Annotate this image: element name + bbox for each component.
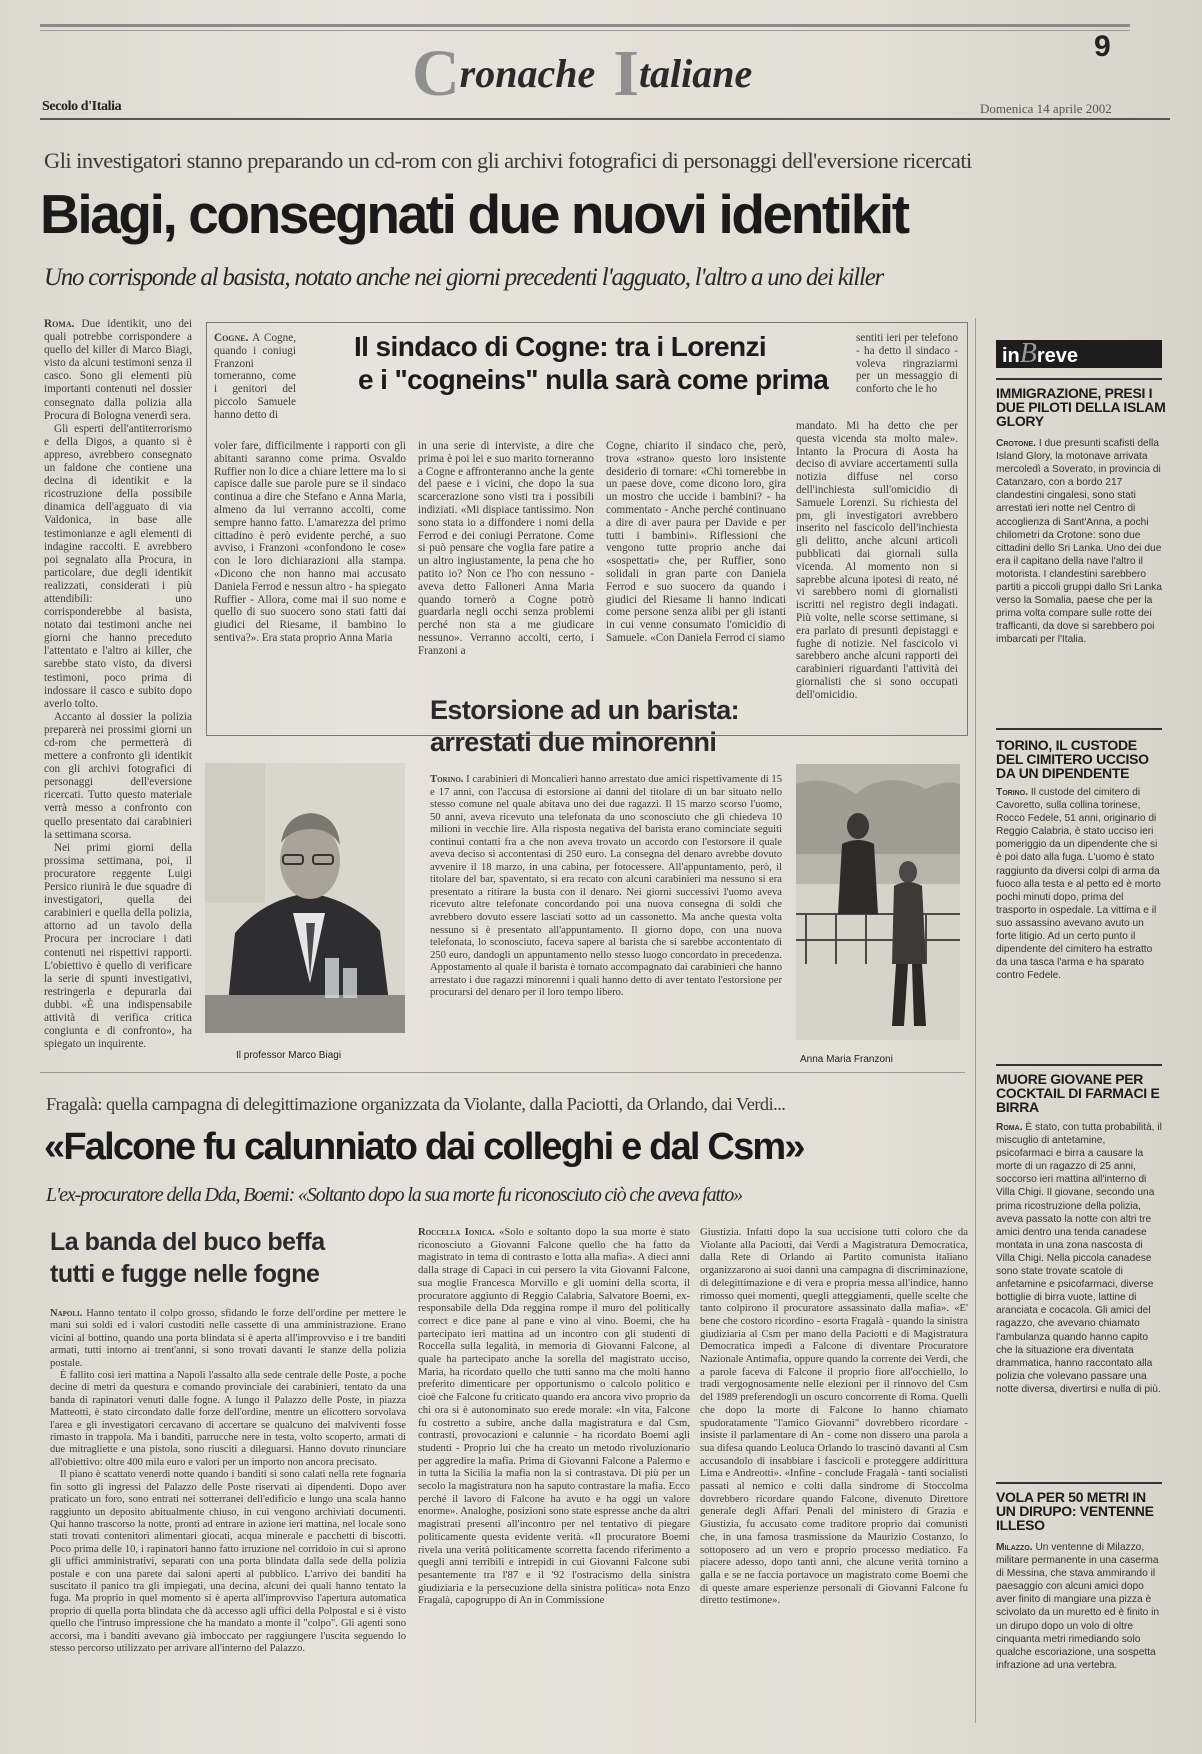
fogne-headline-line1: La banda del buco beffa	[50, 1228, 325, 1256]
brief-title-muore: MUORE GIOVANE PER COCKTAIL DI FARMACI E BIRRA	[996, 1071, 1160, 1115]
estorsione-dateline: Torino.	[430, 774, 464, 785]
lead-paragraph: Accanto al dossier la polizia preparerà nei prossimi giorni un cd-rom che permetterà di mettere a confronto gli identikit con gli archivi fotografici di personaggi dell'eversione ricercati. Tutto questo materiale verrà messo a confronto con quello presentato dai carabinieri la settimana scorsa.	[44, 710, 192, 841]
cogne-col1: voler fare, difficilmente i rapporti con gli abitanti saranno come prima. Osvaldo Ruffier non lo dice a chiare lettere ma lo si capisce dalle sue parole pure se il sindaco continua a dire che Stefano e Anna Maria, almeno da lui verranno accolti, come sempre hanno fatto. L'amarezza del primo cittadino è però evidente perché, a suo avviso, i Franzoni «confondono le cose» con le loro dichiarazioni alla stampa. «Dicono che non hanno mai accusato Daniela Ferrod e nessun altro - ha spiegato Ruffier - Allora, come mai il suo nome e quello di suo suocero sono stati fatti dai giudici del Riesame, il bambino lo sentiva?». Era stata proprio Anna Maria	[214, 440, 406, 644]
biagi-caption: Il professor Marco Biagi	[236, 1050, 342, 1061]
lead-subhead: Uno corrisponde al basista, notato anche nei giorni precedenti l'agguato, l'altro a uno dei killer	[44, 264, 884, 291]
brief-rule	[996, 1064, 1162, 1066]
fogne-paragraph: È fallito così ieri mattina a Napoli l'assalto alla sede centrale delle Poste, a poche decine di metri da questura e comando provinciale dei carabinieri, tentato da una banda di rapinatori venuti dalle fogne. A lungo il Palazzo delle Poste, in piazza Matteotti, è stato circondato dalle forze dell'ordine, mentre un elicottero sorvolava l'area e gli investigatori cercavano di accertare se qualcuno dei malviventi fosse rimasto in trappola. Ma i banditi, parrucche nere in testa, volto scoperto, armati di due mitragliette e una pistola, sono riusciti a dileguarsi. Hanno dovuto rinunciare all'obiettivo: oltre 400 mila euro e valori per un importo non ancora precisato.	[50, 1370, 406, 1468]
lead-paragraph: Gli esperti dell'antiterrorismo e della Digos, a quanto si è appreso, avrebbero consegnato un faldone che contiene una decina di identikit e la ricostruzione della possibile dinamica dell'agguato di via Valdonica, in base alle testimonianze e agli elementi di indagine raccolti. E avrebbero poi segnalato alla Procura, in particolare, due degli identikit realizzati, considerati i più attendibili: uno corrisponderebbe al basista, notato dai testimoni anche nei giorni che hanno preceduto l'attentato e l'altro ai killer, che sarebbe stato visto, da diversi testimoni, poco prima di indossare il casco e subito dopo averlo tolto.	[44, 422, 192, 710]
cogne-intro: Cogne. A Cogne, quando i coniugi Franzoni torneranno, come i genitori del piccolo Samuele hanno detto di	[214, 332, 296, 421]
brief-body-torino: Torino. Il custode del cimitero di Cavoretto, sulla collina torinese, Rocco Fedele, 51 anni, originario di Reggio Calabria, è stato ucciso ieri pomeriggio da un dipendente che si è poi dato alla fuga. L'uomo è stato raggiunto da diversi colpi di arma da fuoco alla testa e al petto ed è morto pochi minuti dopo, prima del trasporto in ospedale. La vittima e il suo assassino avevano avuto un forte litigio. Ad un certo punto il dipendente del cimitero ha estratto da una tasca l'arma e ha sparato contro Fedele.	[996, 787, 1161, 982]
inbreve-sidebar	[975, 318, 976, 1723]
fogne-body: Napoli. Hanno tentato il colpo grosso, sfidando le forze dell'ordine per mettere le mani sui soldi ed i valori custoditi nelle cassette di una amministrazione. Erano vicini al bottino, quando una porta blindata si è aperta all'improvviso e i tre banditi armati, tutti intorno ai trent'anni, si sono trovati davanti le stanze della polizia postale. È fallito così ieri mattina a Napoli l'assalto alla sede centrale delle Poste, a poche decine di metri da questura e comando provinciale dei carabinieri, tentato da una banda di rapinatori venuti dalle fogne. A lungo il Palazzo delle Poste, in piazza Matteotti, è stato circondato dalle forze dell'ordine, mentre un elicottero sorvolava l'area e gli investigatori cercavano di accertare se qualcuno dei malviventi fosse rimasto in trappola. Ma i banditi, parrucche nere in testa, volto scoperto, armati di due mitragliette e una pistola, sono riusciti a dileguarsi. Hanno dovuto rinunciare all'obiettivo: oltre 400 mila euro e valori per un importo non ancora precisato. Il piano è scattato venerdì notte quando i banditi si sono calati nella rete fognaria fin sotto gli ingressi del Palazzo delle Poste riservati ai dipendenti. Dopo aver praticato un foro, sono entrati nei sotterranei dell'edificio e lungo una scala hanno raggiunto un deposito abitualmente chiuso, in cui vengono archiviati documenti. Qui hanno trascorso la notte, pronti ad entrare in azione ieri mattina, nel locale sono stati trovati contenitori alimentari giocati, acqua minerale e pacchetti di biscotti. Poco prima delle 10, i rapinatori hanno fatto irruzione nel corridoio in cui si aprono gli uffici amministrativi, separati con una porta blindata dalla sede della polizia postale e con una parete dai saloni aperti al pubblico. L'arrivo dei banditi ha suscitato il panico tra gli impiegati, una decina, alcuni dei quali hanno tentato la fuga. Ma proprio in quel momento si è aperta all'improvviso l'apertura automatica proprio di quella porta blindata che dà accesso agli uffici della Polpostal e si è visto quello che l'intruso impressione che ha mandato a monte il "colpo". Gli agenti sono accorsi, ma i banditi avevano già imboccato per raggiungere l'uscita seguendo lo stesso percorso utilizzato per arrivare all'interno del Palazzo.	[50, 1308, 406, 1654]
falcone-subhead: L'ex-procuratore della Dda, Boemi: «Soltanto dopo la sua morte fu riconosciuto ciò che aveva fatto»	[46, 1184, 743, 1206]
brief-body-vola: Milazzo. Un ventenne di Milazzo, militare permanente in una caserma di Messina, che stava ammirando il paesaggio con alcuni amici dopo aver finito di mangiare una pizza è scivolato da un muretto ed è finito in un dirupo dopo un volo di oltre cinquanta metri rimediando solo qualche escoriazione, una sospetta infrazione ad una vertebra.	[996, 1542, 1160, 1671]
falcone-col2: Giustizia. Infatti dopo la sua uccisione tutti coloro che da Violante alla Paciotti, dai Verdi a Magistratura Democratica, dalla Rete di Orlando ai Partito comunista italiano organizzarono ai suoi danni una campagna di discriminazione, di delegittimazione e di vera e propria messa all'indice, hanno rimosso quei momenti, quegli atteggiamenti, quelle scelte che tanto colpirono il procuratore assassinato dalla mafia». «E' bene che costoro ricordino - esorta Fragalà - quando la sinistra giudiziaria al Csm per mano della Paciotti e di Magistratura Democratica impedì a Falcone di diventare Procuratore Nazionale Antimafia, oppure quando la corrente dei Verdi, che a parole faceva di Falcone il proprio fiore all'occhiello, lo tradì vergognosamente nelle elezioni per il rinnovo del Csm del 1989 preferendogli un oscuro concorrente di Roma. Quelli che dopo la morte di Falcone lo hanno chiamato spudoratamente "l'amico Giovanni" dovrebbero ricordare - insiste il parlamentare di An - come non dissero una parola a sua difesa quando Leoluca Orlando lo trascinò davanti al Csm accusandolo di insabbiare i fascicoli e proteggere addirittura Lima e Andreotti». «Infine - conclude Fragalà - tanti socialisti passati al nemico e colti dalla sindrome di Stoccolma dovrebbero ricordare quando Falcone, divenuto Direttore generale degli Affari Penali del ministero di Grazia e Giustizia, fu accusato come traditore proprio dai comunisti che, in una famosa trasmissione da Maurizio Costanzo, lo sottoposero ad un vero e proprio processo mediatico. Fa piacere adesso, dopo tanti anni, che alcune verità tornino a galla e se ne faccia portavoce un magistrato come Boemi che di queste amare esperienze personali di Giovanni Falcone fu diretto testimone».	[700, 1226, 968, 1607]
lead-paragraph: Nei primi giorni della prossima settimana, poi, il procuratore reggente Luigi Persico riunirà le due squadre di investigatori, quella dei carabinieri e quella della polizia, attorno ad un tavolo della Procura per incrociare i dati contenuti nei rispettivi rapporti. L'obiettivo è quello di verificare la serie di spunti investigativi, restringerla e depurarla dai dubbi. «È una indispensabile attività di verifica critica congiunta e di confronto», ha spiegato un inquirente.	[44, 841, 192, 1051]
fogne-headline-line2: tutti e fugge nelle fogne	[50, 1260, 320, 1288]
biagi-portrait-icon	[205, 763, 405, 1033]
section-title-word1: ronache	[459, 51, 596, 96]
cogne-headline	[300, 330, 850, 396]
section-title-initial: C	[412, 37, 460, 110]
brief-rule	[996, 1482, 1162, 1484]
falcone-kicker: Fragalà: quella campagna di delegittimazione organizzata da Violante, dalla Paciotti, da Orlando, dai Verdi...	[46, 1094, 786, 1114]
inbreve-logo-in: in	[1002, 345, 1020, 367]
franzoni-caption: Anna Maria Franzoni	[800, 1054, 893, 1065]
cogne-col4: mandato. Mi ha detto che per questa vicenda sta molto male». Intanto la Procura di Aosta ha deciso di avviare accertamenti sulla notizia diffuse nel corso dell'inchiesta sull'omicidio di Samuele Lorenzi. Su richiesta del pm, gli investigatori avrebbero inserito nel fascicolo dell'inchiesta gli delitto, anche alcuni articoli pubblicati dai giornali sulla vicenda. Al momento non si saprebbe alcuna ipotesi di reato, né vi sarebbero nomi di giornalisti iscritti nel registro degli indagati. Più volte, nelle scorse settimane, si era parlato di presunti depistaggi e fughe di notizie. Nel fascicolo vi sarebbero anche alcuni rapporti dei carabinieri riguardanti l'attività dei giornalisti che si sono occupati dell'omicidio.	[796, 420, 958, 701]
lead-headline: Biagi, consegnati due nuovi identikit	[40, 183, 908, 245]
falcone-dateline: Roccella Ionica.	[418, 1226, 495, 1238]
lead-body: Roma. Due identikit, uno dei quali potrebbe corrispondere a quello del killer di Marco Biagi, visto da alcuni testimoni senza il casco. Sono gli elementi più importanti contenuti nel dossier consegnato dalla polizia alla Procura di Bologna venerdì sera. Gli esperti dell'antiterrorismo e della Digos, a quanto si è appreso, avrebbero consegnato un faldone che contiene una decina di identikit e la ricostruzione della possibile dinamica dell'agguato di via Valdonica, in base alle testimonianze e agli elementi di indagine raccolti. E avrebbero poi segnalato alla Procura, in particolare, due degli identikit realizzati, considerati i più attendibili: uno corrisponderebbe al basista, notato dai testimoni anche nei giorni che hanno preceduto l'attentato e l'altro ai killer, che sarebbe stato visto, da diversi testimoni, poco prima di indossare il casco e subito dopo averlo tolto. Accanto al dossier la polizia preparerà nei prossimi giorni un cd-rom che permetterà di mettere a confronto gli identikit con gli archivi fotografici di personaggi dell'eversione ricercati. Tutto questo materiale verrà messo a confronto con quello presentato dai carabinieri la settimana scorsa. Nei primi giorni della prossima settimana, poi, il procuratore reggente Luigi Persico riunirà le due squadre di investigatori, quella dei carabinieri e quella della polizia, attorno ad un tavolo della Procura per incrociare i dati contenuti nei rispettivi rapporti. L'obiettivo è quello di verificare la serie di spunti investigativi, restringerla e depurarla dai dubbi. «È una indispensabile attività di verifica critica congiunta e di confronto», ha spiegato un inquirente.	[44, 318, 192, 1051]
brief-rule	[996, 728, 1162, 730]
brief-body-muore: Roma. È stato, con tutta probabilità, il miscuglio di antetamine, psicofarmaci e birra a causare la morte di un ragazzo di 25 anni, soccorso ieri mattina all'interno di Villa Chigi. Il giovane, secondo una prima ricostruzione della polizia, aveva passato la notte con altri tre amici dentro una tenda canadese montata in una zona nascosta di Villa Chigi. Nella piccola canadese sono state trovate scatole di anfetamine e psicofarmaci, diverse bottiglie di birra vuote, lattine di aranciata e cocacola. Gli amici del ragazzo, che avevano chiamato l'ambulanza quando hanno capito che la situazione era diventata drammatica, hanno raccontato alla polizia che volevano passare una notte diversa, divertirsi e nulla di più.	[996, 1122, 1162, 1395]
falcone-rule	[40, 1072, 965, 1073]
brief-rule	[996, 378, 1162, 380]
section-title-word2: taliane	[638, 51, 753, 96]
cogne-headline-line1: Il sindaco di Cogne: tra i Lorenzi	[354, 331, 767, 362]
issue-date: Domenica 14 aprile 2002	[980, 101, 1112, 116]
inbreve-logo-b: B	[1019, 338, 1037, 369]
cogne-col2: in una serie di interviste, a dire che prima è poi lei e suo marito torneranno a Cogne e affronteranno anche la gente del paese e i vicini, che dopo la sua scarcerazione sono visti tra i possibili indiziati. «Mi dispiace tantissimo. Non sono stata io a diffondere i nomi della Ferrod e dei coniugi Perratone. Come si può pensare che voglia fare patire a un altro ingiustamente, la pena che ho patito io? Non ce l'ho con nessuno - aveva detto Falloneri Anna Maria quando tornerò a Cogne potrò guardarla negli occhi senza problemi perché non sta a me giudicare nessuno». Verranno accolti, certo, i Franzoni a	[418, 440, 594, 657]
fogne-paragraph: Il piano è scattato venerdì notte quando i banditi si sono calati nella rete fognaria fin sotto gli ingressi del Palazzo delle Poste riservati ai dipendenti. Dopo aver praticato un foro, sono entrati nei sotterranei dell'edificio e lungo una scala hanno raggiunto un deposito abitualmente chiuso, in cui vengono archiviati documenti. Qui hanno trascorso la notte, pronti ad entrare in azione ieri mattina, nel locale sono stati trovati contenitori alimentari giocati, acqua minerale e pacchetti di biscotti. Poco prima delle 10, i rapinatori hanno fatto irruzione nel corridoio in cui si aprono gli uffici amministrativi, separati con una porta blindata dalla sede della polizia postale e con una parete dai saloni aperti al pubblico. L'arrivo dei banditi ha suscitato il panico tra gli impiegati, una decina, alcuni dei quali hanno tentato la fuga. Ma proprio in quel momento si è aperta all'improvviso l'apertura automatica proprio di quella porta blindata che dà accesso agli uffici della Polpostal e si è visto quello che l'intruso impressione che ha mandato a monte il "colpo". Gli agenti sono accorsi, ma i banditi avevano già imboccato per raggiungere l'uscita seguendo lo stesso percorso utilizzato per arrivare all'interno del Palazzo.	[50, 1469, 406, 1654]
section-title-initial2: I	[613, 37, 639, 110]
lead-dateline: Roma.	[44, 318, 75, 330]
inbreve-logo-rest: reve	[1036, 345, 1079, 367]
brief-title-vola: VOLA PER 50 METRI IN UN DIRUPO: VENTENNE ILLESO	[996, 1489, 1154, 1533]
brief-body-immigrazione: Crotone. I due presunti scafisti della Island Glory, la motonave arrivata mercoledì a Soverato, in provincia di Catanzaro, con a bordo 217 clandestini cingalesi, sono stati arrestati ieri notte nel Centro di accoglienza di Sant'Anna, a pochi chilometri da Crotone: sono due cittadini dello Sri Lanka. Uno dei due era il capitano della nave l'altro il motorista. I clandestini sarebbero partiti a piccoli gruppi dallo Sri Lanka verso la Somalia, paese che per la prima volta compare sulle rotte dei trafficanti, da dove si sarebbero poi imbarcati per l'Italia.	[996, 438, 1162, 646]
cogne-dateline: Cogne.	[214, 332, 249, 344]
estorsione-headline-line2: arrestati due minorenni	[430, 727, 717, 757]
cogne-headline-line2: e i "cogneins" nulla sarà come prima	[358, 364, 829, 395]
top-rule	[40, 24, 1130, 27]
estorsione-body: Torino. I carabinieri di Moncalieri hanno arrestato due amici rispettivamente di 15 e 17 anni, con l'accusa di estorsione ai danni del titolare di un bar situato nello stesso comune nel quale abitava uno dei due ragazzi. Il 15 marzo scorso l'uomo, 50 anni, aveva ricevuto una telefonata da uno sconosciuto che gli chiedeva 10 milioni in vecchie lire. Alla risposta negativa del barista erano cominciate seguiti continui contatti fra a che non aveva trovato un accordo con l'estorsore il quale aveva deciso si accontentasi di 250 euro. La consegna del denaro avrebbe dovuto avvenire il 18 marzo, in una cabina, per fotocessere. All'appuntamento, però, il titolare del bar, spaventato, si era recato con alcuni carabinieri ma nessuno si era presentato a ritirare la busta con il denaro. Nei giorni successivi l'uomo aveva ricevuto altre telefonate concordando poi una nuova consegna di soldi che avrebbero dovuto essere lasciati sotto ad un cassonetto. Ma anche questa volta nessuno si è presentato all'appuntamento. Il giorno dopo, con una nuova telefonata, lo sconosciuto, faceva sapere al barista che si sarebbe accontentato di 250 euro, dandogli un appuntamento nello stesso luogo concordato in precedenza. Appostamento al quale il barista è tornato accompagnato dai carabinieri che hanno arrestato i due ragazzi minorenni i quali hanno detto di aver tentato l'estorsione per procurarsi del denaro per il loro tempo libero.	[430, 774, 782, 999]
fogne-headline	[50, 1226, 410, 1290]
inbreve-logo	[996, 340, 1162, 368]
brief-title-immigrazione: IMMIGRAZIONE, PRESI I DUE PILOTI DELLA ISLAM GLORY	[996, 385, 1166, 429]
page-number: 9	[1094, 30, 1111, 63]
cogne-col3: Cogne, chiarito il sindaco che, però, trova «strano» questo loro insistente desiderio di tornare: «Chi tornerebbe in un paese dove, come dicono loro, gira un mostro che uccide i bambini? - ha commentato - Anche perché continuano a dire di aver paura per Davide e per tutti i bambini». Riflessioni che vengono tutte proprio anche dai «sospettati» che, per Ruffier, sono solidali in gran parte con Daniela Ferrod e suo suocero da quando i giudici del Riesame li hanno indicati come persone senza alibi per gli istanti in cui venne consumato l'omicidio di Samuele. «Con Daniela Ferrod ci siamo	[606, 440, 786, 644]
paper-name: Secolo d'Italia	[42, 99, 122, 114]
franzoni-scene-icon	[796, 764, 960, 1040]
biagi-photo	[205, 763, 405, 1033]
cogne-col4-top: sentiti ieri per telefono - ha detto il sindaco - voleva ringraziarmi per un messaggio di conforto che le ho	[856, 332, 958, 396]
section-title	[412, 28, 753, 110]
franzoni-photo	[796, 764, 960, 1040]
estorsione-headline	[430, 694, 790, 758]
estorsione-headline-line1: Estorsione ad un barista:	[430, 695, 740, 725]
falcone-col1: Roccella Ionica. «Solo e soltanto dopo la sua morte è stato riconosciuto a Giovanni Falcone quello che ha fatto da magistrato in tema di contrasto e lotta alla mafia». A dieci anni dalla strage di Capaci in cui persero la vita Giovanni Falcone, sua moglie Francesca Morvillo e gli uomini della scorta, il procuratore aggiunto di Reggio Calabria, Salvatore Boemi, ex-responsabile della Dda reggina rompe il muro del politically correct e dice pane al pane e vino al vino. Boemi, che ha partecipato ieri mattina ad un incontro con gli studenti di Roccella sulla legalità, in memoria di Giovanni Falcone, al quale ha partecipato anche la sorella del magistrato ucciso, Maria, ha ricordato quello che tutti sanno ma che molti hanno preferito dimenticare per opportunismo o calcolo politico e cioè che Falcone fu criticato quando era ancora vivo proprio da chi ora si è autonominato suo erede morale: «In vita, Falcone fu costretto a subire, anche dalla magistratura e dal Csm, contrasti, provocazioni e calunnie - ha ricordato Boemi agli studenti - Proprio lui che ha creato un metodo rivoluzionario per aggredire la mafia. Prima di Giovanni Falcone a Palermo e in tutta la Sicilia la mafia non la si contrastava. Di più per un secolo la magistratura non ha saputo contrastare la mafia. Ecco perché il lavoro di Falcone ha avuto e ha oggi un valore enorme». Analoghe, posizioni sono state espresse anche da altri magistrati presenti all'incontro per nel tentativo di piegare politicamente questa evidente verità. «Il procuratore Boemi rivela una verità politicamente scorretta facendo riferimento a quegli anni terribili e intrepidi in cui Giovanni Falcone subì pesantemente tra l'87 e il '92 l'ostracismo della sinistra giudiziaria e la persecuzione della sinistra politica» nota Enzo Fragalà, capogruppo di An in Commissione	[418, 1226, 690, 1607]
lead-kicker: Gli investigatori stanno preparando un cd-rom con gli archivi fotografici di personaggi dell'eversione ricercati	[44, 148, 972, 173]
fogne-dateline: Napoli.	[50, 1308, 83, 1319]
masthead-rule	[40, 118, 1170, 120]
brief-title-torino: TORINO, IL CUSTODE DEL CIMITERO UCCISO DA UN DIPENDENTE	[996, 737, 1149, 781]
falcone-headline: «Falcone fu calunniato dai colleghi e dal Csm»	[44, 1126, 804, 1168]
